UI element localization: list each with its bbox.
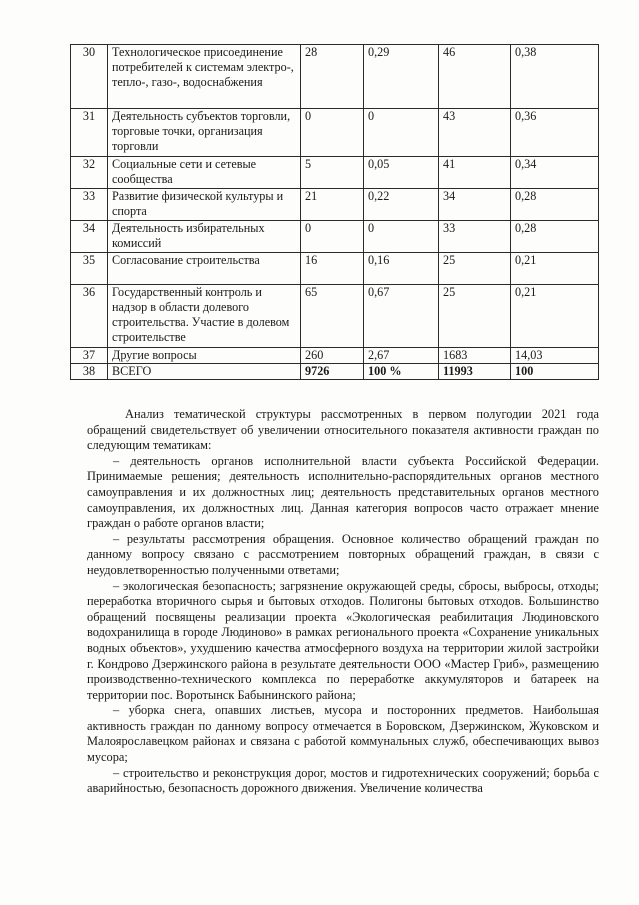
- paragraph-ecology: – экологическая безопасность; загрязнение окружающей среды, сбросы, выбросы, отходы; переработка вторичного сырья и бытовых отходов. Полигоны бытовых отходов. Большинство обращений посвящены реализации проекта «Экологическая реабилитация Людиновского водохранилища в городе Людиново» в рамках регионального проекта «Сохранение уникальных водных объектов», ухудшению качества атмосферного воздуха на территории жилой застройки г. Кондрово Дзержинского района в результате деятельности ООО «Мастер Гриб», размещению производственно-технического комплекса по переработке аккумуляторов и батареек на территории пос. Воротынск Бабынинского района;: [87, 578, 599, 702]
- row-number-cell: 30: [71, 45, 108, 109]
- count-2021-cell: 28: [301, 45, 364, 109]
- share-2021-cell: 0: [364, 221, 439, 253]
- count-2020-cell: 46: [439, 45, 511, 109]
- share-2020-cell: 0,34: [511, 157, 599, 189]
- row-number-cell: 36: [71, 285, 108, 348]
- share-2021-cell: 0: [364, 109, 439, 157]
- table-row: [71, 348, 599, 364]
- share-2021-cell: 0,16: [364, 253, 439, 285]
- share-2020-cell: 0,36: [511, 109, 599, 157]
- table-row: [71, 221, 599, 253]
- count-2020-cell: 34: [439, 189, 511, 221]
- share-2021-cell: 2,67: [364, 348, 439, 364]
- topic-name-cell: Согласование строительства: [108, 253, 301, 285]
- count-2021-cell: 9726: [301, 364, 364, 380]
- table-row: [71, 109, 599, 157]
- appeals-topic-table: [70, 44, 599, 380]
- table-body: [71, 45, 599, 380]
- row-number-cell: 37: [71, 348, 108, 364]
- table-row: [71, 364, 599, 380]
- count-2021-cell: 0: [301, 109, 364, 157]
- topic-name-cell: Развитие физической культуры и спорта: [108, 189, 301, 221]
- topic-name-cell: Другие вопросы: [108, 348, 301, 364]
- row-number-cell: 33: [71, 189, 108, 221]
- topic-name-cell: Деятельность субъектов торговли, торговые точки, организация торговли: [108, 109, 301, 157]
- share-2021-cell: 0,22: [364, 189, 439, 221]
- share-2021-cell: 100 %: [364, 364, 439, 380]
- paragraph-intro: Анализ тематической структуры рассмотренных в первом полугодии 2021 года обращений свидетельствует об увеличении относительного показателя активности граждан по следующим тематикам:: [87, 407, 599, 453]
- topic-name-cell: Деятельность избирательных комиссий: [108, 221, 301, 253]
- table-row: [71, 157, 599, 189]
- share-2020-cell: 100: [511, 364, 599, 380]
- row-number-cell: 38: [71, 364, 108, 380]
- topic-name-cell: ВСЕГО: [108, 364, 301, 380]
- table-row: [71, 45, 599, 109]
- count-2021-cell: 16: [301, 253, 364, 285]
- count-2021-cell: 0: [301, 221, 364, 253]
- share-2021-cell: 0,29: [364, 45, 439, 109]
- share-2020-cell: 0,21: [511, 285, 599, 348]
- paragraph-appeal-results: – результаты рассмотрения обращения. Основное количество обращений граждан по данному вопросу связано с рассмотрением повторных обращений граждан, в связи с неудовлетворенностью полученными ответами;: [87, 531, 599, 577]
- share-2020-cell: 0,38: [511, 45, 599, 109]
- count-2020-cell: 25: [439, 285, 511, 348]
- topic-name-cell: Технологическое присоединение потребителей к системам электро-, тепло-, газо-, водоснабжения: [108, 45, 301, 109]
- table-row: [71, 253, 599, 285]
- share-2020-cell: 0,21: [511, 253, 599, 285]
- count-2020-cell: 25: [439, 253, 511, 285]
- row-number-cell: 32: [71, 157, 108, 189]
- count-2021-cell: 21: [301, 189, 364, 221]
- count-2021-cell: 5: [301, 157, 364, 189]
- share-2020-cell: 14,03: [511, 348, 599, 364]
- count-2020-cell: 33: [439, 221, 511, 253]
- count-2020-cell: 1683: [439, 348, 511, 364]
- share-2021-cell: 0,67: [364, 285, 439, 348]
- topic-name-cell: Государственный контроль и надзор в области долевого строительства. Участие в долевом строительстве: [108, 285, 301, 348]
- count-2020-cell: 41: [439, 157, 511, 189]
- share-2020-cell: 0,28: [511, 221, 599, 253]
- paragraph-snow-cleaning: – уборка снега, опавших листьев, мусора и посторонних предметов. Наибольшая активность граждан по данному вопросу отмечается в Боровском, Дзержинском, Жуковском и Малоярославецком районах и связана с работой коммунальных служб, обеспечивающих вывоз мусора;: [87, 703, 599, 765]
- row-number-cell: 35: [71, 253, 108, 285]
- paragraph-executive-authorities: – деятельность органов исполнительной власти субъекта Российской Федерации. Принимаемые решения; деятельность исполнительно-распорядительных органов местного самоуправления и их должностных лиц; деятельность представительных органов местного самоуправления, их должностных лиц. Данная категория вопросов часто отражает мнение граждан о работе органов власти;: [87, 453, 599, 531]
- share-2020-cell: 0,28: [511, 189, 599, 221]
- row-number-cell: 31: [71, 109, 108, 157]
- row-number-cell: 34: [71, 221, 108, 253]
- paragraph-roads: – строительство и реконструкция дорог, мостов и гидротехнических сооружений; борьба с аварийностью, безопасность дорожного движения. Увеличение количества: [87, 765, 599, 796]
- count-2021-cell: 260: [301, 348, 364, 364]
- table-row: [71, 189, 599, 221]
- table-row: [71, 285, 599, 348]
- count-2020-cell: 43: [439, 109, 511, 157]
- share-2021-cell: 0,05: [364, 157, 439, 189]
- topic-name-cell: Социальные сети и сетевые сообщества: [108, 157, 301, 189]
- analysis-text: [87, 407, 599, 797]
- count-2021-cell: 65: [301, 285, 364, 348]
- count-2020-cell: 11993: [439, 364, 511, 380]
